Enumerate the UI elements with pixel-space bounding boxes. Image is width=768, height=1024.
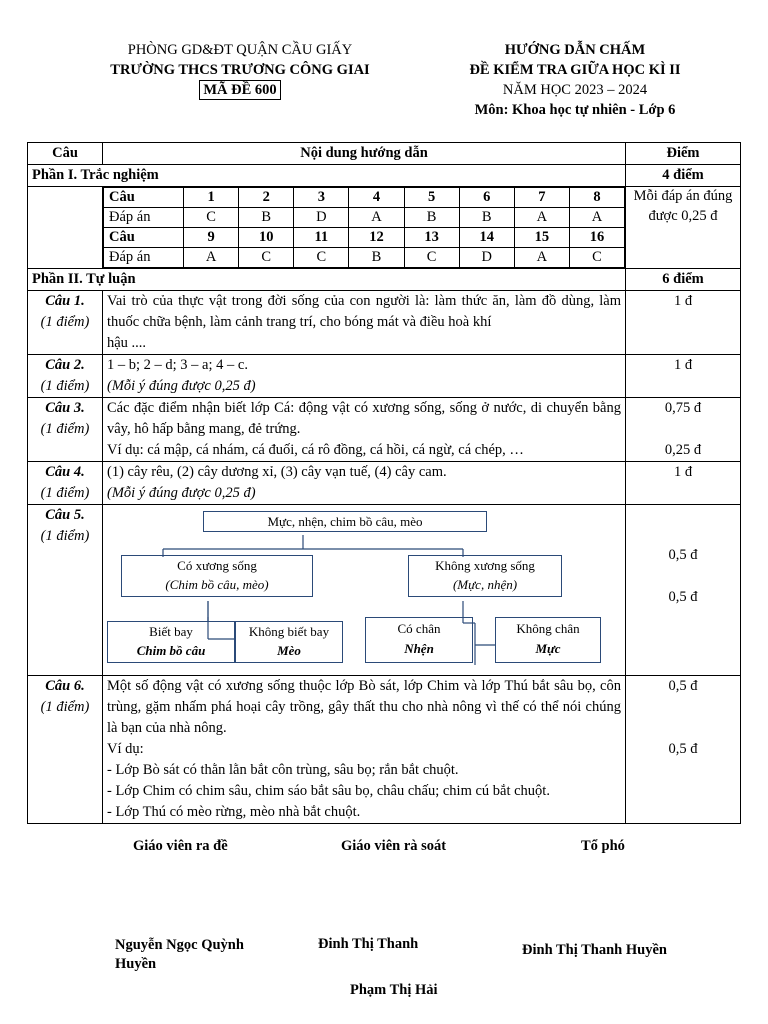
grading-table bbox=[27, 142, 741, 824]
exam-code: MÃ ĐỀ 600 bbox=[199, 80, 280, 100]
header-right bbox=[425, 40, 725, 120]
q-num: 6 bbox=[459, 188, 514, 208]
signer-name-3: Đinh Thị Thanh Huyền bbox=[522, 942, 667, 958]
node-answer: Chim bồ câu bbox=[136, 643, 206, 658]
q-points: (1 điểm) bbox=[40, 485, 90, 501]
col-header-question: Câu bbox=[28, 143, 103, 165]
node-label: Có xương sống bbox=[177, 558, 257, 573]
answer: A bbox=[569, 208, 624, 228]
q-points: (1 điểm) bbox=[40, 378, 90, 394]
q-num: 12 bbox=[349, 228, 404, 248]
q-points: (1 điểm) bbox=[40, 528, 90, 544]
node-label: Biết bay bbox=[149, 624, 193, 639]
q-num: 13 bbox=[404, 228, 459, 248]
part1-note: Mỗi đáp án đúng được 0,25 đ bbox=[626, 187, 741, 269]
question-row-5 bbox=[28, 505, 741, 676]
question-row-4 bbox=[28, 462, 741, 505]
node-answer: Mèo bbox=[277, 643, 301, 658]
answer: C bbox=[239, 248, 294, 268]
q-score: 1 đ bbox=[626, 355, 741, 398]
answer: C bbox=[404, 248, 459, 268]
label-cau: Câu bbox=[104, 228, 184, 248]
q-num: 4 bbox=[349, 188, 404, 208]
q-label: Câu 2. bbox=[45, 357, 85, 373]
role-author: Giáo viên ra đề bbox=[133, 838, 228, 854]
q-label: Câu 3. bbox=[45, 400, 85, 416]
department-name: PHÒNG GD&ĐT QUẬN CẦU GIẤY bbox=[127, 42, 353, 58]
node-label: Không chân bbox=[516, 621, 580, 636]
q-num: 8 bbox=[569, 188, 624, 208]
q-answer: Các đặc điểm nhận biết lớp Cá: động vật có xương sống, sống ở nước, di chuyển bằng vây, hô hấp bằng mang, đẻ trứng. bbox=[107, 400, 621, 437]
label-dap-an: Đáp án bbox=[104, 248, 184, 268]
q-num: 2 bbox=[239, 188, 294, 208]
q-label: Câu 6. bbox=[45, 678, 85, 694]
q-score-1: 0,75 đ bbox=[664, 400, 702, 416]
q-score: 1 đ bbox=[626, 462, 741, 505]
q-note: (Mỗi ý đúng được 0,25 đ) bbox=[107, 378, 256, 394]
diagram-root: Mực, nhện, chim bồ câu, mèo bbox=[203, 511, 487, 532]
q-num: 3 bbox=[294, 188, 349, 208]
node-examples: (Mực, nhện) bbox=[452, 577, 518, 592]
diagram-has-legs bbox=[365, 617, 473, 663]
q-note: (Mỗi ý đúng được 0,25 đ) bbox=[107, 485, 256, 501]
doc-title: HƯỚNG DẪN CHẤM bbox=[504, 42, 646, 58]
q-num: 1 bbox=[184, 188, 239, 208]
q-label: Câu 5. bbox=[45, 507, 85, 523]
diagram-vertebrates bbox=[121, 555, 313, 597]
part1-row bbox=[28, 165, 741, 187]
signer-name-4: Phạm Thị Hải bbox=[350, 982, 438, 998]
q-example-1: - Lớp Bò sát có thằn lằn bắt côn trùng, sâu bọ; rắn bắt chuột. bbox=[107, 762, 459, 778]
diagram-can-fly bbox=[107, 621, 235, 663]
q-points: (1 điểm) bbox=[40, 314, 90, 330]
answer: A bbox=[349, 208, 404, 228]
answer: A bbox=[514, 248, 569, 268]
q-answer: (1) cây rêu, (2) cây dương xỉ, (3) cây vạn tuế, (4) cây cam. bbox=[107, 464, 447, 480]
answer: B bbox=[239, 208, 294, 228]
q-points: (1 điểm) bbox=[40, 699, 90, 715]
node-answer: Nhện bbox=[404, 641, 434, 656]
answer: B bbox=[349, 248, 404, 268]
role-reviewer: Giáo viên rà soát bbox=[341, 838, 447, 854]
part2-title: Phần II. Tự luận bbox=[28, 269, 626, 291]
answer-q-row-1 bbox=[104, 188, 625, 208]
node-label: Không xương sống bbox=[435, 558, 535, 573]
question-row-6 bbox=[28, 676, 741, 824]
part1-title: Phần I. Trắc nghiệm bbox=[28, 165, 626, 187]
node-label: Có chân bbox=[397, 621, 441, 636]
question-row-3 bbox=[28, 398, 741, 462]
q-num: 14 bbox=[459, 228, 514, 248]
school-name: TRƯỜNG THCS TRƯƠNG CÔNG GIAI bbox=[110, 62, 370, 78]
answer: A bbox=[184, 248, 239, 268]
q-score-2: 0,5 đ bbox=[668, 589, 698, 605]
label-cau: Câu bbox=[104, 188, 184, 208]
header-left bbox=[60, 40, 420, 100]
node-answer: Mực bbox=[535, 641, 561, 656]
answer-a-row-2 bbox=[104, 248, 625, 268]
answer-key-row bbox=[28, 187, 741, 269]
diagram-cannot-fly bbox=[235, 621, 343, 663]
q-num: 15 bbox=[514, 228, 569, 248]
table-header-row bbox=[28, 143, 741, 165]
part2-score: 6 điểm bbox=[626, 269, 741, 291]
answer-key-table bbox=[103, 187, 625, 268]
exam-title: ĐỀ KIỂM TRA GIỮA HỌC KÌ II bbox=[469, 62, 681, 78]
answer-a-row-1 bbox=[104, 208, 625, 228]
q-num: 16 bbox=[569, 228, 624, 248]
q-answer-cont: hậu .... bbox=[107, 335, 147, 351]
q-example-label: Ví dụ: bbox=[107, 741, 144, 757]
q-score: 1 đ bbox=[626, 291, 741, 355]
q-score-1: 0,5 đ bbox=[668, 547, 698, 563]
question-row-1 bbox=[28, 291, 741, 355]
q-num: 5 bbox=[404, 188, 459, 208]
q-label: Câu 1. bbox=[45, 293, 85, 309]
answer: A bbox=[514, 208, 569, 228]
q-num: 11 bbox=[294, 228, 349, 248]
answer-q-row-2 bbox=[104, 228, 625, 248]
q-num: 9 bbox=[184, 228, 239, 248]
label-dap-an: Đáp án bbox=[104, 208, 184, 228]
q-score-2: 0,5 đ bbox=[668, 741, 698, 757]
q-example: Ví dụ: cá mập, cá nhám, cá đuối, cá rô đồng, cá hồi, cá ngừ, cá chép, … bbox=[107, 442, 524, 458]
diagram-invertebrates bbox=[408, 555, 562, 597]
q-example-3: - Lớp Thú có mèo rừng, mèo nhà bắt chuột. bbox=[107, 804, 361, 820]
q-answer: 1 – b; 2 – d; 3 – a; 4 – c. bbox=[107, 357, 248, 373]
classification-diagram bbox=[103, 505, 625, 675]
q-answer: Một số động vật có xương sống thuộc lớp Bò sát, lớp Chim và lớp Thú bắt sâu bọ, côn trùng, gặm nhấm phá hoại cây trồng, gây thất thu cho nhà nông vì thế có thể nói chúng là bạn của nhà nông. bbox=[107, 678, 621, 736]
answer: C bbox=[294, 248, 349, 268]
q-example-2: - Lớp Chim có chim sâu, chim sáo bắt sâu bọ, châu chấu; chim cú bắt chuột. bbox=[107, 783, 550, 799]
diagram-no-legs bbox=[495, 617, 601, 663]
answer: D bbox=[294, 208, 349, 228]
document-header bbox=[0, 40, 768, 130]
school-year: NĂM HỌC 2023 – 2024 bbox=[502, 82, 648, 98]
q-label: Câu 4. bbox=[45, 464, 85, 480]
question-row-2 bbox=[28, 355, 741, 398]
answer: C bbox=[569, 248, 624, 268]
node-label: Không biết bay bbox=[248, 624, 330, 639]
q-score-1: 0,5 đ bbox=[668, 678, 698, 694]
subject: Môn: Khoa học tự nhiên - Lớp 6 bbox=[474, 102, 676, 118]
answer: C bbox=[184, 208, 239, 228]
answer: B bbox=[404, 208, 459, 228]
node-examples: (Chim bồ câu, mèo) bbox=[165, 577, 269, 592]
role-deputy-head: Tổ phó bbox=[581, 838, 625, 854]
answer: D bbox=[459, 248, 514, 268]
q-score-2: 0,25 đ bbox=[664, 442, 702, 458]
part2-row bbox=[28, 269, 741, 291]
signer-name-2: Đinh Thị Thanh bbox=[318, 936, 419, 952]
signer-name-1: Nguyễn Ngọc Quỳnh Huyền bbox=[115, 937, 244, 972]
q-answer: Vai trò của thực vật trong đời sống của con người là: làm thức ăn, làm đồ dùng, làm thuốc chữa bệnh, làm cảnh trang trí, cho bóng mát và điều hoà khí bbox=[107, 293, 621, 330]
part1-score: 4 điểm bbox=[626, 165, 741, 187]
col-header-score: Điểm bbox=[626, 143, 741, 165]
q-num: 10 bbox=[239, 228, 294, 248]
answer: B bbox=[459, 208, 514, 228]
col-header-content: Nội dung hướng dẫn bbox=[103, 143, 626, 165]
q-points: (1 điểm) bbox=[40, 421, 90, 437]
q-num: 7 bbox=[514, 188, 569, 208]
